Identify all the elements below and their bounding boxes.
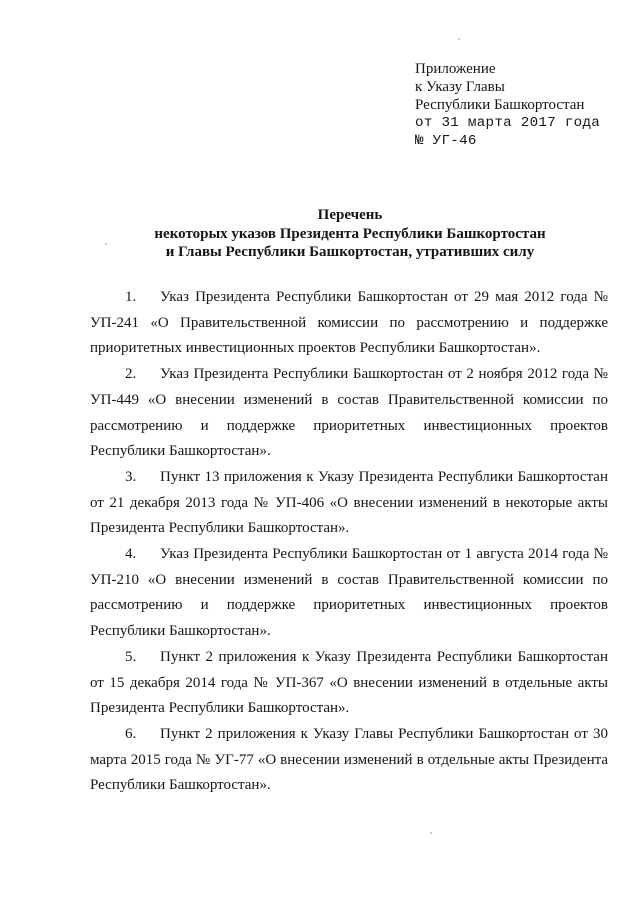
title-line-1: Перечень — [317, 207, 383, 223]
item-text: Указ Президента Республики Башкортостан от 2 ноября 2012 года № УП-449 «О внесении изменений в состав Правительственной комиссии по рассмотрению и поддержке приоритетных инвестиционных проектов Республики Башкортостан». — [90, 366, 608, 460]
item-text: Указ Президента Республики Башкортостан от 29 мая 2012 года № УП-241 «О Правительственной комиссии по рассмотрению и поддержке приоритетных инвестиционных проектов Республики Башкортостан». — [90, 289, 608, 357]
scan-speck — [458, 38, 460, 40]
item-number: 6. — [125, 725, 137, 742]
item-text: Пункт 2 приложения к Указу Главы Республики Башкортостан от 30 марта 2015 года № УГ-77 «О внесении изменений в отдельные акты Президента Республики Башкортостан». — [90, 725, 608, 794]
title-line-2: некоторых указов Президента Республики Башкортостан — [154, 225, 546, 242]
scan-speck — [430, 832, 432, 834]
appendix-header — [415, 60, 625, 150]
title-line-3: и Главы Республики Башкортостан, утративших силу — [165, 244, 535, 260]
list-item — [90, 362, 608, 465]
list-item — [90, 645, 608, 722]
item-number: 4. — [125, 546, 137, 563]
appendix-date: от 31 марта 2017 года — [415, 115, 601, 131]
list-item — [90, 722, 608, 799]
item-number: 3. — [125, 468, 137, 485]
item-text: Пункт 13 приложения к Указу Президента Республики Башкортостан от 21 декабря 2013 года № УП-406 «О внесении изменений в некоторые акты Президента Республики Башкортостан». — [90, 468, 608, 537]
appendix-republic: Республики Башкортостан — [415, 97, 585, 113]
appendix-number: № УГ-46 — [415, 133, 477, 149]
list-item — [90, 465, 608, 542]
decree-list — [90, 285, 608, 799]
document-title — [90, 206, 610, 262]
item-text: Указ Президента Республики Башкортостан от 1 августа 2014 года № УП-210 «О внесении изменений в состав Правительственной комиссии по рассмотрению и поддержке приоритетных инвестиционных проектов Республики Башкортостан». — [90, 546, 608, 640]
item-number: 2. — [125, 366, 137, 383]
list-item — [90, 285, 608, 362]
appendix-decree-ref: к Указу Главы — [415, 79, 505, 95]
item-number: 5. — [125, 648, 137, 665]
item-number: 1. — [125, 289, 137, 305]
list-item — [90, 542, 608, 645]
item-text: Пункт 2 приложения к Указу Президента Республики Башкортостан от 15 декабря 2014 года № УП-367 «О внесении изменений в отдельные акты Президента Республики Башкортостан». — [90, 648, 608, 717]
appendix-label: Приложение — [415, 61, 496, 77]
